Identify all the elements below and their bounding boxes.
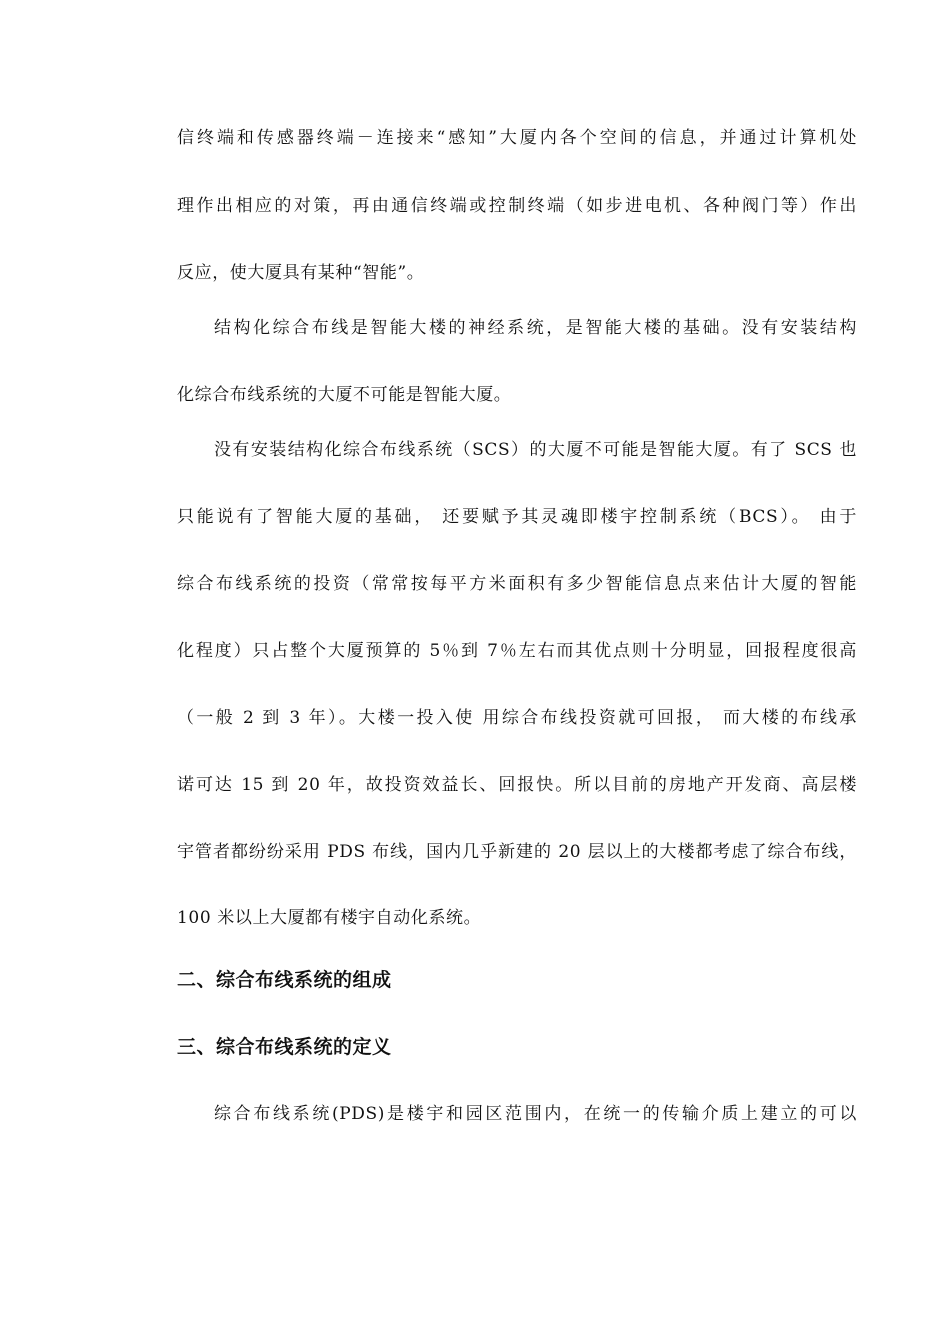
text-line: 诺可达 15 到 20 年，故投资效益长、回报快。所以目前的房地产开发商、高层楼	[177, 775, 857, 795]
text-line: 化综合布线系统的大厦不可能是智能大厦。	[177, 385, 512, 405]
text-line: （一般 2 到 3 年）。大楼一投入使 用综合布线投资就可回报， 而大楼的布线承	[177, 708, 857, 728]
text-line: 综合布线系统(PDS)是楼宇和园区范围内，在统一的传输介质上建立的可以	[214, 1104, 857, 1124]
text-line: 信终端和传感器终端－连接来“感知”大厦内各个空间的信息，并通过计算机处	[177, 128, 857, 148]
text-line: 化程度）只占整个大厦预算的 5％到 7％左右而其优点则十分明显，回报程度很高	[177, 641, 857, 661]
text-line: 只能说有了智能大厦的基础， 还要赋予其灵魂即楼宇控制系统（BCS）。 由于	[177, 507, 857, 527]
text-line: 反应，使大厦具有某种“智能”。	[177, 263, 425, 283]
text-line: 宇管者都纷纷采用 PDS 布线，国内几乎新建的 20 层以上的大楼都考虑了综合布线，	[177, 842, 857, 862]
text-line: 100 米以上大厦都有楼宇自动化系统。	[177, 908, 482, 928]
section-heading: 二、综合布线系统的组成	[177, 969, 392, 991]
text-line: 综合布线系统的投资（常常按每平方米面积有多少智能信息点来估计大厦的智能	[177, 574, 857, 594]
text-line: 没有安装结构化综合布线系统（SCS）的大厦不可能是智能大厦。有了 SCS 也	[214, 440, 857, 460]
text-line: 理作出相应的对策，再由通信终端或控制终端（如步进电机、各种阀门等）作出	[177, 196, 857, 216]
text-line: 结构化综合布线是智能大楼的神经系统，是智能大楼的基础。没有安装结构	[214, 318, 857, 338]
section-heading: 三、综合布线系统的定义	[177, 1036, 392, 1058]
